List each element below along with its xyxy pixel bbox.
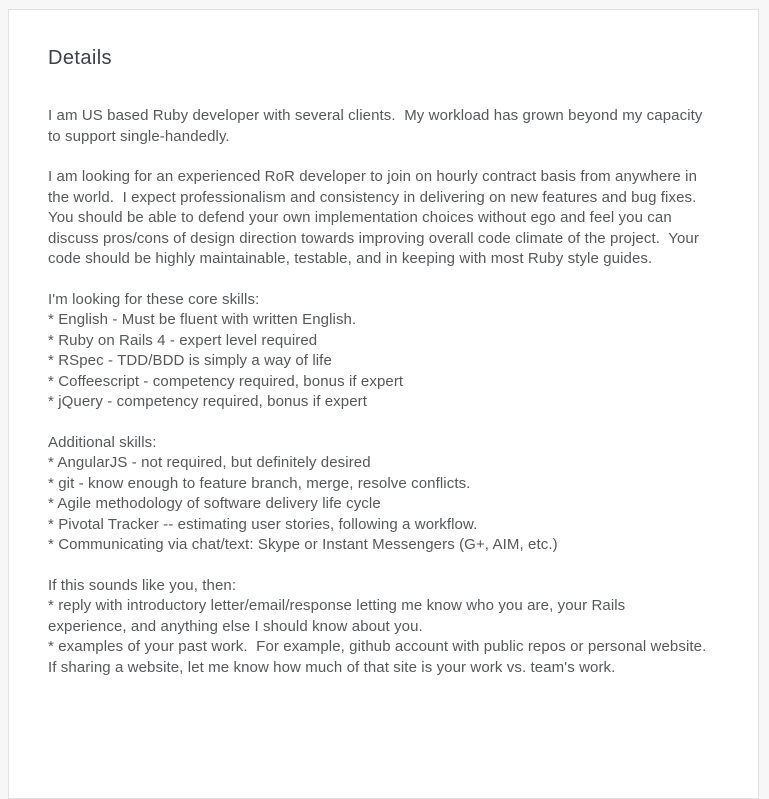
additional-skills-section [48,433,708,556]
additional-skill-item: * Communicating via chat/text: Skype or Instant Messengers (G+, AIM, etc.) [48,536,558,553]
additional-skill-item: * Agile methodology of software delivery life cycle [48,495,381,512]
apply-heading: If this sounds like you, then: [48,576,237,594]
apply-item: * reply with introductory letter/email/response letting me know who you are, your Rails experience, and anything else I should know about you. [48,597,630,635]
description-paragraph: I am looking for an experienced RoR developer to join on hourly contract basis from anywhere in the world. I expect professionalism and consistency in delivering on new features and bug fixes. You should be able to defend your own implementation choices without ego and feel you can discuss pros/cons of design direction towards improving overall code climate of the project. Your code should be highly maintainable, testable, and in keeping with most Ruby style guides. [48,168,705,267]
additional-skill-item: * git - know enough to feature branch, merge, resolve conflicts. [48,474,471,492]
intro-paragraph: I am US based Ruby developer with several clients. My workload has grown beyond my capacity to support single-handedly. [48,107,707,145]
additional-skill-item: * AngularJS - not required, but definitely desired [48,454,371,471]
core-skill-item: * Ruby on Rails 4 - expert level required [48,331,318,349]
apply-section [48,576,715,679]
additional-skill-item: * Pivotal Tracker -- estimating user stories, following a workflow. [48,515,478,533]
core-skill-item: * RSpec - TDD/BDD is simply a way of life [48,352,332,369]
core-skill-item: * English - Must be fluent with written English. [48,311,357,328]
additional-skills-heading: Additional skills: [48,433,157,451]
details-body [48,106,715,678]
apply-item: * examples of your past work. For example, github account with public repos or personal website. If sharing a website, let me know how much of that site is your work vs. team's work. [48,638,715,676]
core-skill-item: * Coffeescript - competency required, bonus if expert [48,372,404,390]
core-skills-section [48,290,708,413]
core-skill-item: * jQuery - competency required, bonus if expert [48,393,368,410]
details-title: Details [48,47,112,69]
core-skills-heading: I'm looking for these core skills: [48,290,260,308]
details-card [8,9,759,799]
